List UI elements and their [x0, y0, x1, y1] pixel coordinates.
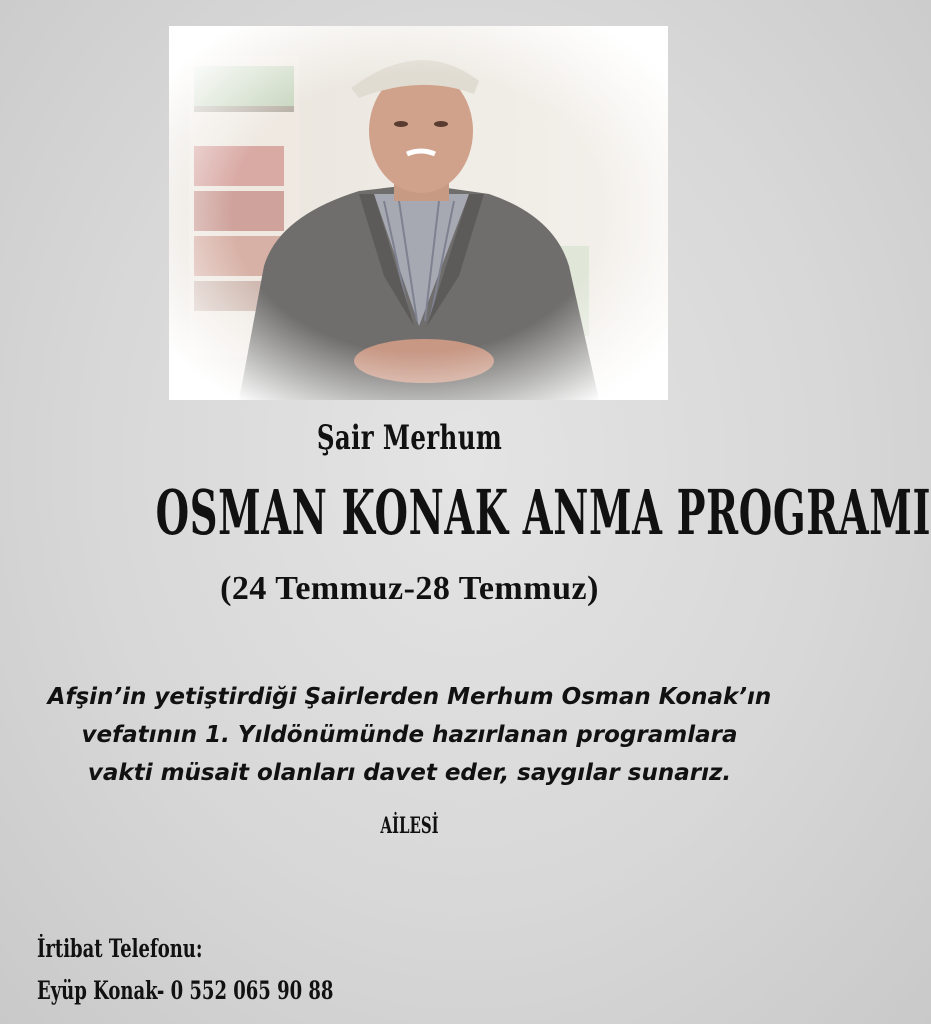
event-dates: (24 Temmuz-28 Temmuz)	[220, 570, 599, 607]
message-line: vefatının 1. Yıldönümünde hazırlanan programlara	[81, 722, 738, 748]
subtitle: Şair Merhum	[316, 418, 503, 458]
portrait-photo	[169, 26, 668, 400]
contact-phone: Eyüp Konak- 0 552 065 90 88	[37, 976, 334, 1005]
contact-info	[37, 928, 333, 1012]
page-title: OSMAN KONAK ANMA PROGRAMI	[155, 476, 931, 549]
message-line: vakti müsait olanları davet eder, saygılar sunarız.	[87, 760, 732, 786]
portrait-illustration	[169, 26, 668, 400]
invitation-message	[20, 678, 799, 792]
message-line: Afşin’in yetiştirdiği Şairlerden Merhum Osman Konak’ın	[47, 684, 772, 710]
contact-label: İrtibat Telefonu:	[37, 934, 203, 963]
signature: AİLESİ	[380, 813, 439, 839]
